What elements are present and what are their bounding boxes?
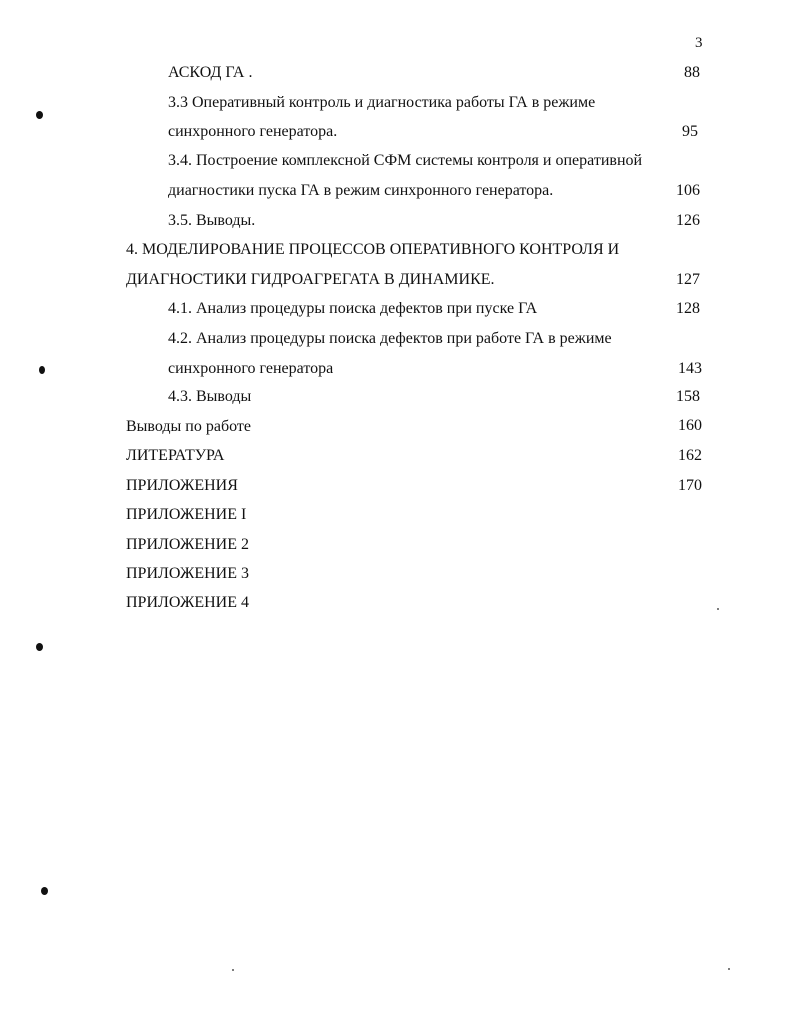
toc-entry-text: 4.3. Выводы (168, 388, 252, 405)
scan-speck (717, 608, 719, 610)
toc-entry-text: 3.3 Оперативный контроль и диагностика работы ГА в режиме (168, 94, 596, 111)
toc-entry-text: диагностики пуска ГА в режим синхронного генератора. (168, 182, 554, 199)
toc-entry-text: Выводы по работе (126, 418, 251, 435)
page-number: 3 (695, 35, 703, 51)
toc-entry-text: 4. МОДЕЛИРОВАНИЕ ПРОЦЕССОВ ОПЕРАТИВНОГО КОНТРОЛЯ И (126, 241, 620, 258)
toc-entry-page: 143 (678, 360, 702, 377)
scan-speck (232, 969, 234, 971)
toc-entry-text: 4.2. Анализ процедуры поиска дефектов при работе ГА в режиме (168, 330, 612, 347)
toc-entry-page: 170 (678, 477, 702, 494)
toc-entry-text: 4.1. Анализ процедуры поиска дефектов при пуске ГА (168, 300, 538, 317)
toc-entry-text: ПРИЛОЖЕНИЕ I (126, 506, 247, 523)
punch-hole-mark (36, 643, 43, 651)
toc-entry-page: 126 (676, 212, 700, 229)
toc-entry-text: синхронного генератора. (168, 123, 338, 140)
toc-entry-text: 3.4. Построение комплексной СФМ системы контроля и оперативной (168, 152, 643, 169)
toc-entry-page: 162 (678, 447, 702, 464)
toc-entry-text: ПРИЛОЖЕНИЕ 4 (126, 594, 250, 611)
toc-entry-text: ПРИЛОЖЕНИЕ 2 (126, 536, 250, 553)
toc-entry-text: АСКОД ГА . (168, 64, 253, 81)
punch-hole-mark (39, 366, 45, 374)
toc-entry-page: 158 (676, 388, 700, 405)
toc-entry-page: 160 (678, 417, 702, 434)
toc-entry-text: синхронного генератора (168, 360, 334, 377)
toc-entry-page: 95 (682, 123, 698, 140)
toc-entry-page: 106 (676, 182, 700, 199)
toc-entry-text: ПРИЛОЖЕНИЯ (126, 477, 238, 494)
toc-entry-page: 127 (676, 271, 700, 288)
punch-hole-mark (36, 111, 43, 119)
toc-entry-page: 88 (684, 64, 700, 81)
toc-entry-text: ПРИЛОЖЕНИЕ 3 (126, 565, 250, 582)
toc-entry-text: ЛИТЕРАТУРА (126, 447, 225, 464)
toc-entry-text: ДИАГНОСТИКИ ГИДРОАГРЕГАТА В ДИНАМИКЕ. (126, 271, 495, 288)
scan-speck (728, 968, 730, 970)
toc-entry-text: 3.5. Выводы. (168, 212, 256, 229)
toc-entry-page: 128 (676, 300, 700, 317)
punch-hole-mark (41, 887, 48, 895)
